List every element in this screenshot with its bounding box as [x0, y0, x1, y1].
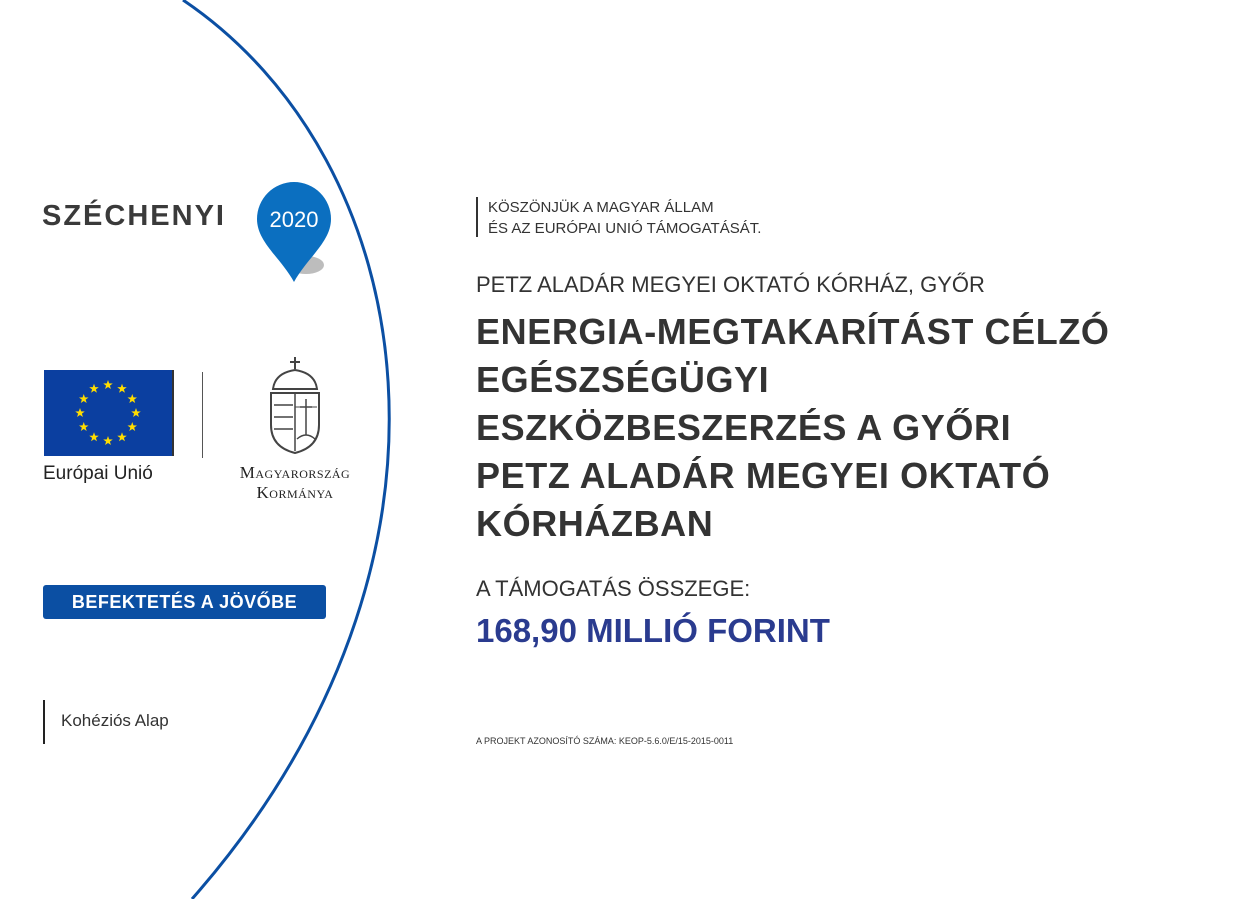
logo-divider: [202, 372, 203, 458]
thanks-text: [488, 197, 761, 239]
szechenyi-2020-pin-icon: [254, 182, 334, 284]
project-title-line: KÓRHÁZBAN: [476, 503, 714, 544]
thanks-line-1: KÖSZÖNJÜK A MAGYAR ÁLLAM: [488, 199, 714, 216]
eu-star-icon: [103, 380, 113, 389]
eu-star-icon: [89, 432, 99, 441]
project-title-line: EGÉSZSÉGÜGYI: [476, 359, 770, 400]
project-title: [476, 308, 1236, 548]
year-label: 2020: [269, 207, 319, 232]
project-id: A PROJEKT AZONOSÍTÓ SZÁMA: KEOP-5.6.0/E/15-2015-0011: [476, 736, 734, 746]
government-label-line2: Kormánya: [256, 483, 334, 502]
eu-star-icon: [103, 436, 113, 445]
support-amount-label: A TÁMOGATÁS ÖSSZEGE:: [476, 576, 751, 601]
beneficiary-name: PETZ ALADÁR MEGYEI OKTATÓ KÓRHÁZ, GYŐR: [476, 272, 985, 297]
government-label: [215, 463, 375, 503]
szechenyi-logo-text: SZÉCHENYI: [42, 200, 226, 232]
eu-star-icon: [127, 394, 137, 403]
eu-label: Európai Unió: [43, 463, 153, 484]
government-label-line1: Magyarország: [239, 463, 351, 482]
project-title-line: ESZKÖZBESZERZÉS A GYŐRI: [476, 407, 1012, 448]
eu-star-icon: [131, 408, 141, 417]
project-title-line: ENERGIA-MEGTAKARÍTÁST CÉLZÓ: [476, 311, 1110, 352]
fund-divider: [43, 700, 45, 744]
eu-star-icon: [75, 408, 85, 417]
invest-future-badge[interactable]: BEFEKTETÉS A JÖVŐBE: [43, 585, 326, 619]
fund-label: Kohéziós Alap: [61, 711, 169, 730]
eu-flag-icon: [44, 370, 174, 456]
eu-star-icon: [127, 422, 137, 431]
eu-star-icon: [79, 394, 89, 403]
thanks-divider: [476, 197, 478, 237]
eu-star-icon: [117, 384, 127, 393]
hungarian-coat-of-arms-icon: [265, 355, 325, 455]
eu-star-icon: [79, 422, 89, 431]
eu-star-icon: [117, 432, 127, 441]
thanks-line-2: ÉS AZ EURÓPAI UNIÓ TÁMOGATÁSÁT.: [488, 220, 762, 237]
support-amount-value: 168,90 MILLIÓ FORINT: [476, 612, 830, 649]
eu-star-icon: [89, 384, 99, 393]
project-title-line: PETZ ALADÁR MEGYEI OKTATÓ: [476, 455, 1051, 496]
